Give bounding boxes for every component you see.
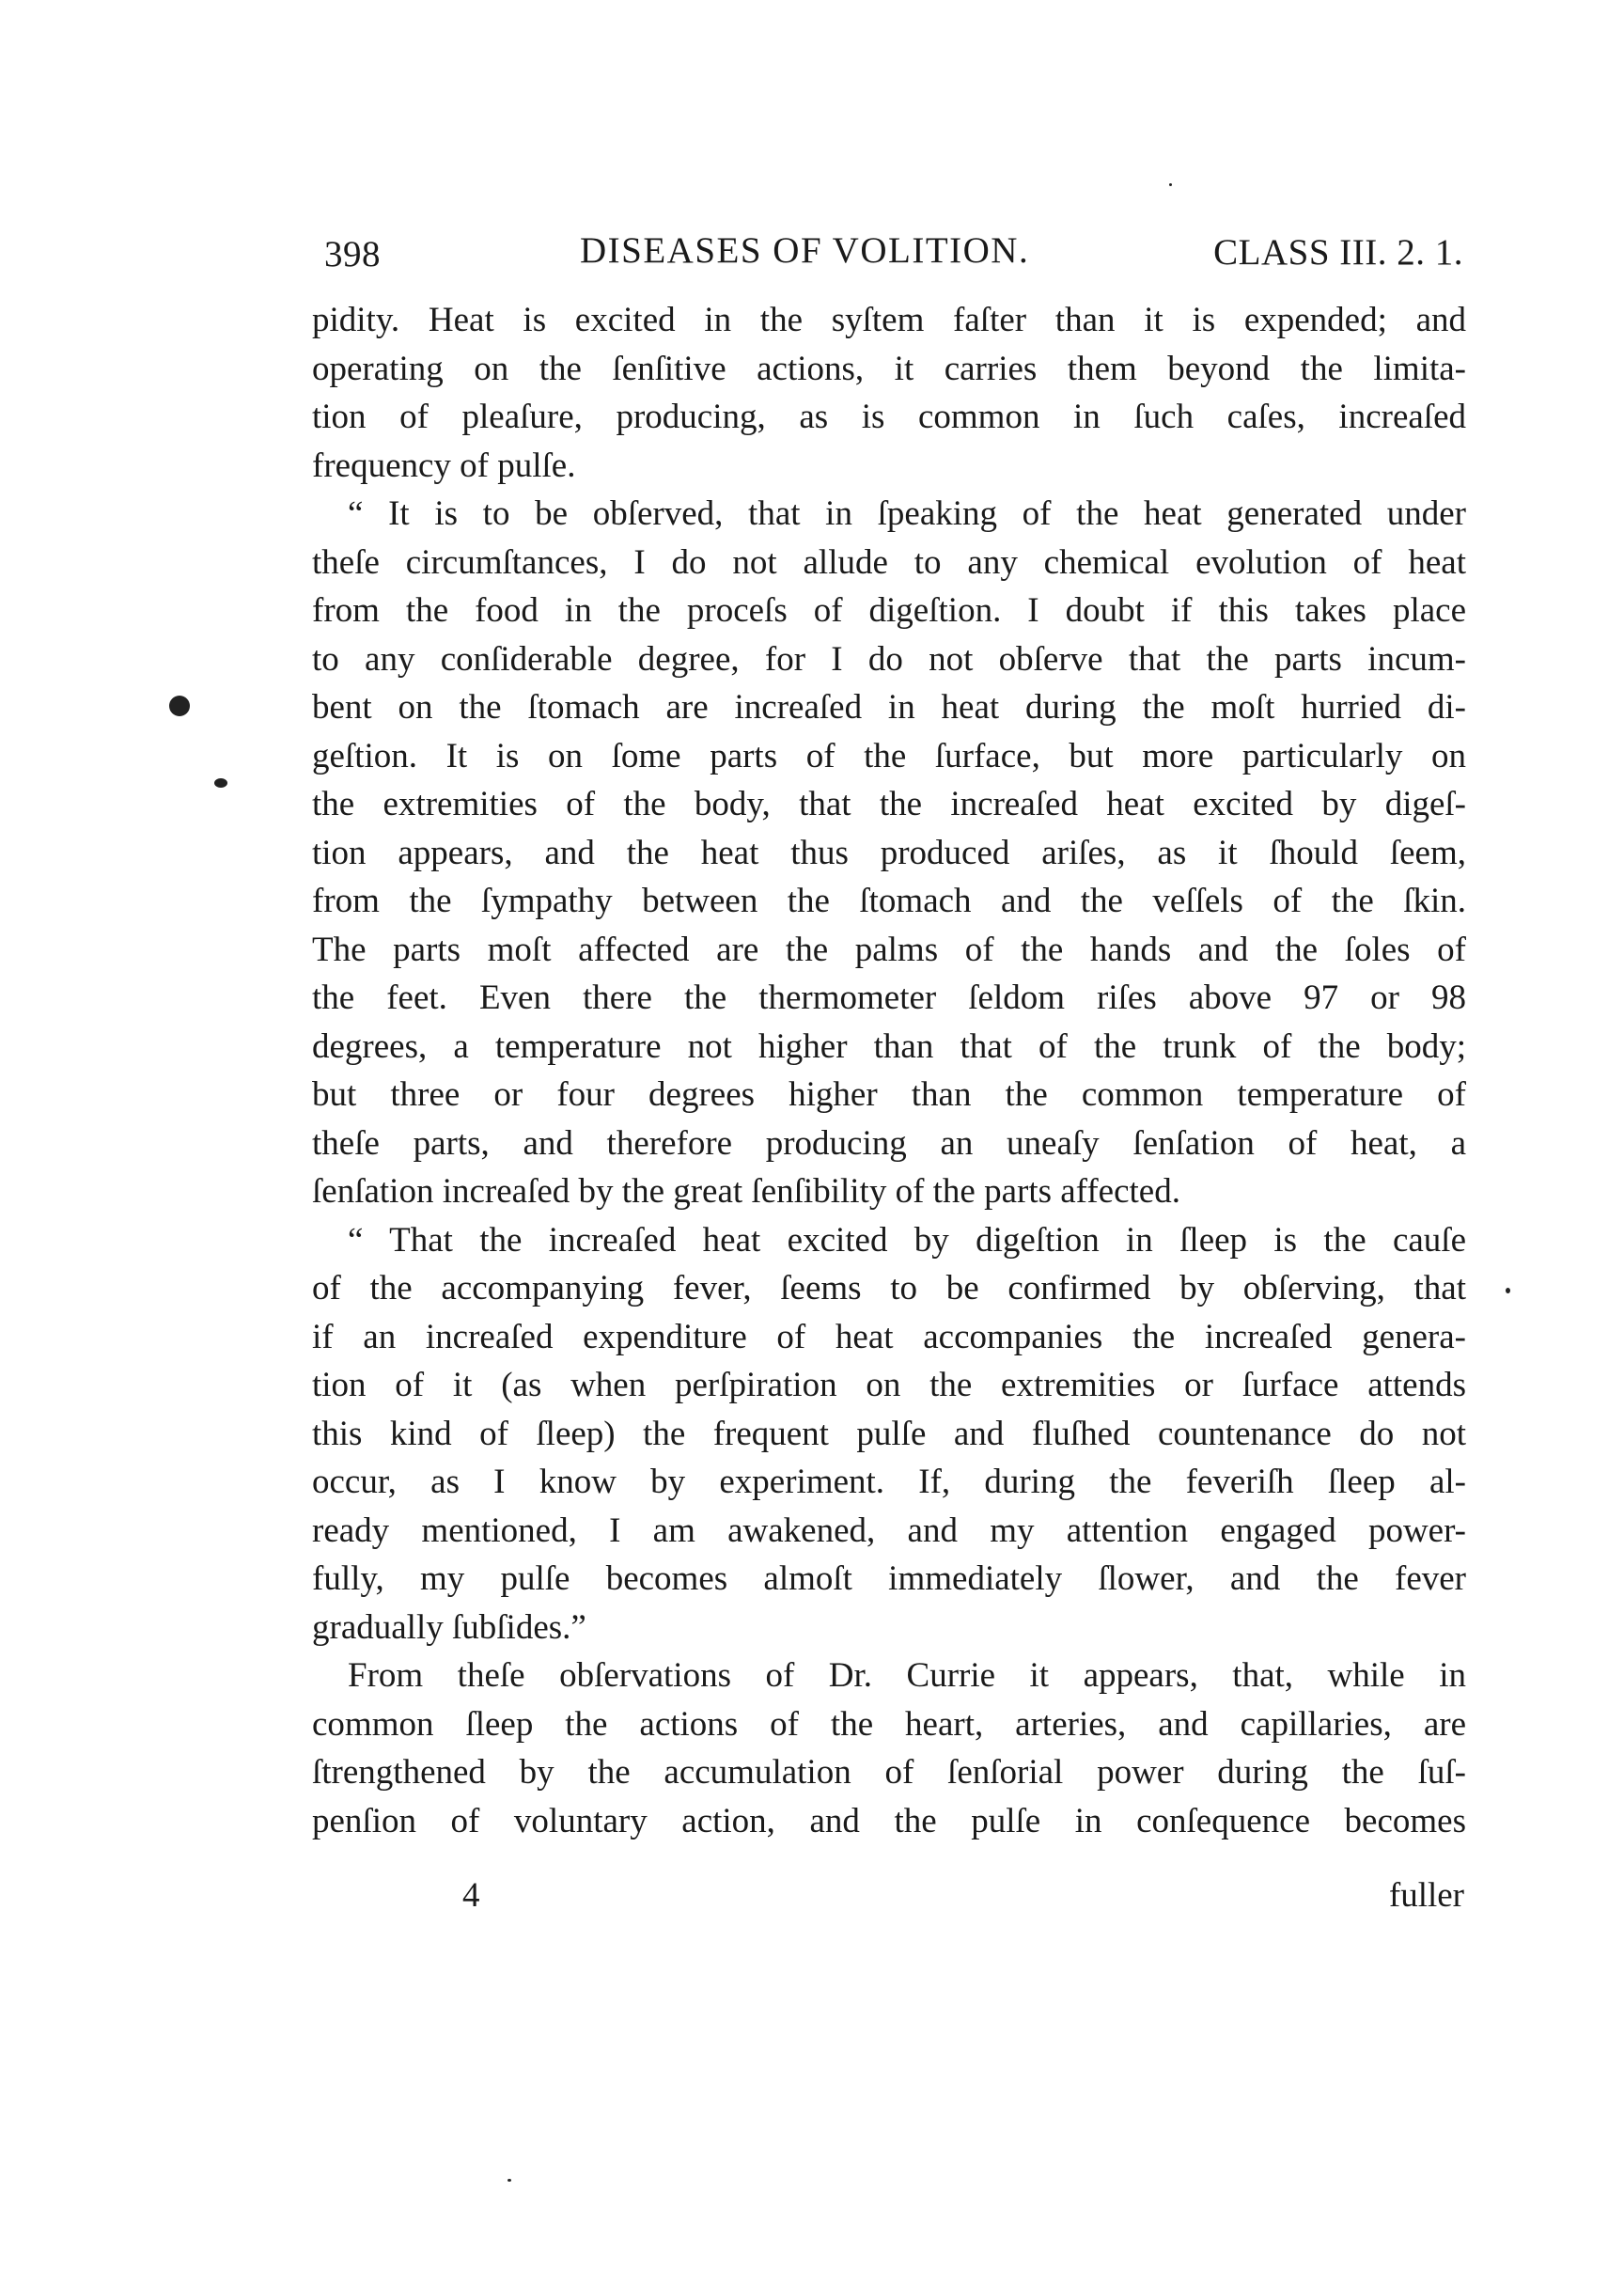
text-line: gradually ſubſides.” bbox=[312, 1607, 586, 1647]
running-head bbox=[324, 229, 1463, 286]
text-line: occur, as I know by experiment. If, during the feveriſh ſleep al- bbox=[312, 1463, 1466, 1501]
page-footer bbox=[312, 1875, 1466, 1922]
text-line: penſion of voluntary action, and the pulſe in conſequence becomes bbox=[312, 1801, 1466, 1840]
text-line: common ſleep the actions of the heart, arteries, and capillaries, are bbox=[312, 1704, 1466, 1744]
text-line: from the food in the proceſs of digeſtion. I doubt if this takes place bbox=[312, 591, 1466, 630]
paragraph bbox=[312, 490, 1466, 1216]
page-number: 398 bbox=[324, 234, 381, 274]
text-line: tion of it (as when perſpiration on the extremities or ſurface attends bbox=[312, 1366, 1466, 1404]
text-line: ſtrengthened by the accumulation of ſenſorial power during the ſuſ- bbox=[312, 1753, 1466, 1792]
running-title: DISEASES OF VOLITION. bbox=[580, 230, 1030, 271]
paragraph bbox=[312, 1652, 1466, 1845]
text-line: “ That the increaſed heat excited by digeſtion in ſleep is the cauſe bbox=[348, 1220, 1466, 1260]
text-line: of the accompanying fever, ſeems to be confirmed by obſerving, that bbox=[312, 1269, 1466, 1307]
ink-speck bbox=[508, 2179, 511, 2182]
signature-mark: 4 bbox=[462, 1876, 480, 1915]
text-line: theſe parts, and therefore producing an uneaſy ſenſation of heat, a bbox=[312, 1123, 1466, 1163]
text-line: pidity. Heat is excited in the syſtem faſter than it is expended; and bbox=[312, 301, 1466, 339]
text-line: from the ſympathy between the ſtomach and the veſſels of the ſkin. bbox=[312, 882, 1466, 920]
text-line: but three or four degrees higher than the common temperature of bbox=[312, 1075, 1466, 1114]
ink-speck bbox=[1169, 183, 1172, 186]
text-line: ſenſation increaſed by the great ſenſibility of the parts affected. bbox=[312, 1172, 1180, 1211]
text-line: this kind of ſleep) the frequent pulſe and fluſhed countenance do not bbox=[312, 1414, 1466, 1453]
text-line: tion appears, and the heat thus produced ariſes, as it ſhould ſeem, bbox=[312, 833, 1466, 872]
ink-blot-margin bbox=[169, 696, 190, 716]
text-line: to any conſiderable degree, for I do not obſerve that the parts incum- bbox=[312, 639, 1466, 679]
catchword: fuller bbox=[1388, 1876, 1464, 1915]
text-line: degrees, a temperature not higher than that of the trunk of the body; bbox=[312, 1026, 1466, 1066]
text-line: “ It is to be obſerved, that in ſpeaking of the heat generated under bbox=[348, 494, 1466, 533]
ink-speck bbox=[1506, 1288, 1510, 1293]
text-line: the feet. Even there the thermometer ſeldom riſes above 97 or 98 bbox=[312, 979, 1466, 1017]
text-line: fully, my pulſe becomes almoſt immediately ſlower, and the fever bbox=[312, 1559, 1466, 1598]
text-line: if an increaſed expenditure of heat accompanies the increaſed genera- bbox=[312, 1317, 1466, 1356]
text-line: bent on the ſtomach are increaſed in heat during the moſt hurried di- bbox=[312, 688, 1466, 727]
text-line: The parts moſt affected are the palms of the hands and the ſoles of bbox=[312, 930, 1466, 969]
ink-blot-margin-small bbox=[214, 778, 227, 788]
class-reference: CLASS III. 2. 1. bbox=[1213, 232, 1463, 273]
text-line: operating on the ſenſitive actions, it carries them beyond the limita- bbox=[312, 349, 1466, 388]
text-line: geſtion. It is on ſome parts of the ſurface, but more particularly on bbox=[312, 736, 1466, 775]
body-text bbox=[312, 296, 1466, 1845]
text-line: theſe circumſtances, I do not allude to any chemical evolution of heat bbox=[312, 542, 1466, 582]
text-line: From theſe obſervations of Dr. Currie it appears, that, while in bbox=[348, 1656, 1466, 1695]
text-line: ready mentioned, I am awakened, and my attention engaged power- bbox=[312, 1511, 1466, 1550]
text-line: tion of pleaſure, producing, as is common in ſuch caſes, increaſed bbox=[312, 398, 1466, 436]
text-line: frequency of pulſe. bbox=[312, 446, 576, 485]
paragraph bbox=[312, 296, 1466, 490]
text-line: the extremities of the body, that the increaſed heat excited by digeſ- bbox=[312, 785, 1466, 823]
paragraph bbox=[312, 1216, 1466, 1652]
